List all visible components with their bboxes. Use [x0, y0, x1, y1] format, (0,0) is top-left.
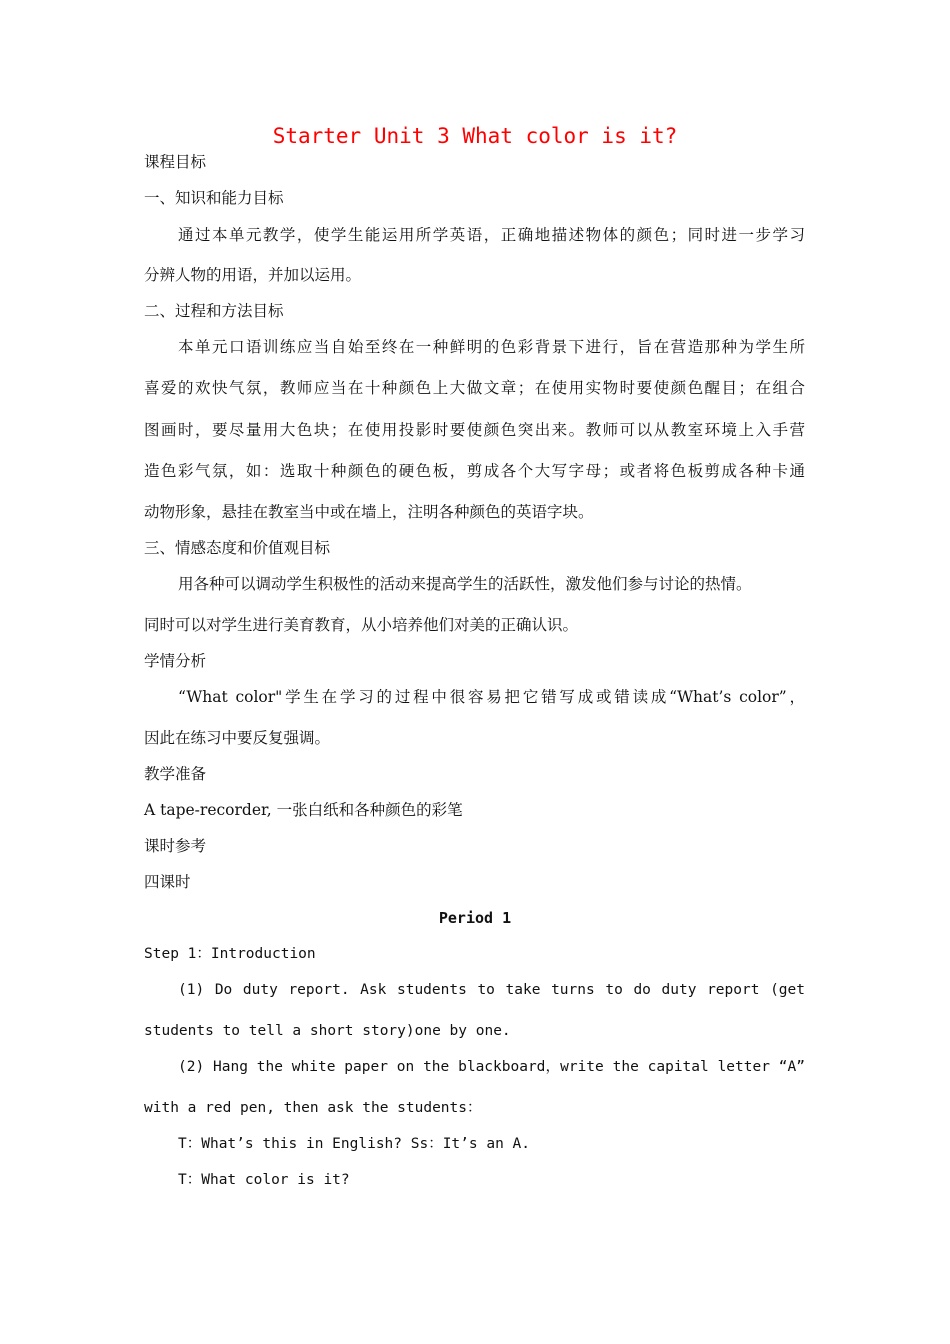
heading-learner-analysis: 学情分析 — [144, 652, 207, 670]
document-title: Starter Unit 3 What color is it? — [272, 124, 678, 148]
paragraph-line: 图画时，要尽量用大色块；在使用投影时要使颜色突出来。教师可以从教室环境上入手营 — [144, 421, 805, 439]
paragraph-line: 动物形象，悬挂在教室当中或在墙上，注明各种颜色的英语字块。 — [144, 503, 594, 521]
paragraph-line: 本单元口语训练应当自始至终在一种鲜明的色彩背景下进行，旨在营造那种为学生所 — [178, 338, 805, 356]
paragraph-line: 通过本单元教学，使学生能运用所学英语，正确地描述物体的颜色；同时进一步学习 — [178, 226, 805, 244]
paragraph-line: 喜爱的欢快气氛，教师应当在十种颜色上大做文章；在使用实物时要使颜色醒目；在组合 — [144, 379, 805, 397]
paragraph-line: 造色彩气氛，如：选取十种颜色的硬色板，剪成各个大写字母；或者将色板剪成各种卡通 — [144, 462, 805, 480]
heading-course-goals: 课程目标 — [144, 153, 207, 171]
paragraph-line: 同时可以对学生进行美育教育，从小培养他们对美的正确认识。 — [144, 616, 579, 634]
paragraph-line: (1) Do duty report. Ask students to take turns to do duty report (get — [178, 982, 805, 998]
heading-process-goals: 二、过程和方法目标 — [144, 302, 284, 320]
step-heading: Step 1：Introduction — [144, 946, 316, 962]
heading-class-hours: 课时参考 — [144, 837, 207, 855]
paragraph-line: “What color"学生在学习的过程中很容易把它错写成或错读成“What’s color”， — [178, 688, 805, 706]
heading-knowledge-goals: 一、知识和能力目标 — [144, 189, 284, 207]
dialogue-line: T：What’s this in English? Ss：It’s an A. — [178, 1136, 531, 1152]
paragraph-line: students to tell a short story)one by one. — [144, 1023, 511, 1039]
paragraph-line: 因此在练习中要反复强调。 — [144, 729, 331, 747]
paragraph-line: (2) Hang the white paper on the blackboard，write the capital letter “A” — [178, 1059, 805, 1075]
paragraph-line: 四课时 — [144, 873, 191, 891]
paragraph-line: A tape-recorder, 一张白纸和各种颜色的彩笔 — [144, 801, 463, 819]
heading-teaching-preparation: 教学准备 — [144, 765, 207, 783]
heading-emotion-goals: 三、情感态度和价值观目标 — [144, 539, 331, 557]
paragraph-line: 分辨人物的用语，并加以运用。 — [144, 266, 362, 284]
dialogue-line: T：What color is it? — [178, 1172, 350, 1188]
paragraph-line: 用各种可以调动学生积极性的活动来提高学生的活跃性，激发他们参与讨论的热情。 — [178, 575, 752, 593]
period-heading: Period 1 — [438, 909, 512, 927]
paragraph-line: with a red pen, then ask the students： — [144, 1100, 482, 1116]
